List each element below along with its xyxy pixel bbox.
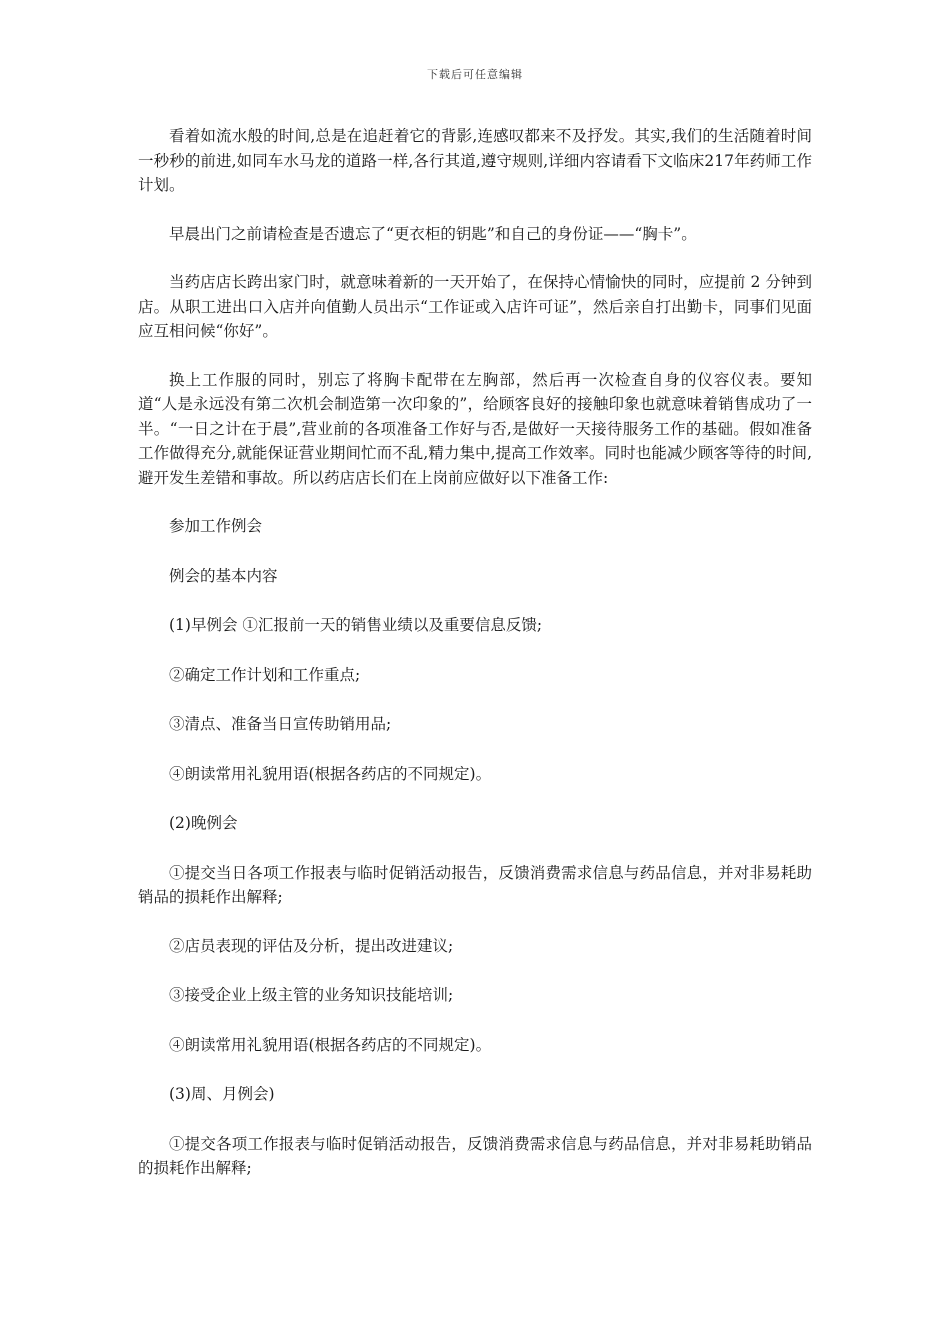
paragraph-evening-item-4: ④朗读常用礼貌用语(根据各药店的不同规定)。 — [169, 1035, 492, 1054]
paragraph-morning-item-3: ③清点、准备当日宣传助销用品; — [169, 715, 392, 733]
paragraph-weekly-item-1: ①提交各项工作报表与临时促销活动报告，反馈消费需求信息与药品信息，并对非易耗助销品的损耗作出解释; — [138, 1134, 812, 1177]
paragraph-intro: 看着如流水般的时间,总是在追赶着它的背影,连感叹都来不及抒发。其实,我们的生活随着时间一秒秒的前进,如同车水马龙的道路一样,各行其道,遵守规则,详细内容请看下文临床217年药师工作计划。 — [138, 127, 812, 194]
paragraph-evening-item-1: ①提交当日各项工作报表与临时促销活动报告，反馈消费需求信息与药品信息，并对非易耗助销品的损耗作出解释; — [138, 863, 812, 906]
paragraph-morning-meeting: (1)早例会 ①汇报前一天的销售业绩以及重要信息反馈; — [169, 616, 543, 634]
document-body — [138, 124, 812, 1205]
paragraph-weekly-meeting: (3)周、月例会) — [169, 1085, 275, 1103]
paragraph-meeting-heading: 参加工作例会 — [169, 517, 263, 535]
paragraph-meeting-content-heading: 例会的基本内容 — [169, 566, 278, 585]
page-header: 下载后可任意编辑 — [427, 68, 523, 81]
paragraph-evening-item-3: ③接受企业上级主管的业务知识技能培训; — [169, 986, 454, 1004]
paragraph-morning-check: 早晨出门之前请检查是否遗忘了“更衣柜的钥匙”和自己的身份证——“胸卡”。 — [169, 224, 697, 243]
paragraph-preparation: 换上工作服的同时，别忘了将胸卡配带在左胸部，然后再一次检查自身的仪容仪表。要知道“人是永远没有第二次机会制造第一次印象的”，给顾客良好的接触印象也就意味着销售成功了一半。“一日之计在于晨”,营业前的各项准备工作好与否,是做好一天接待服务工作的基础。假如准备工作做得充分,就能保证营业期间忙而不乱,精力集中,提高工作效率。同时也能减少顾客等待的时间,避开发生差错和事故。所以药店店长们在上岗前应做好以下准备工作: — [138, 370, 812, 487]
paragraph-evening-item-2: ②店员表现的评估及分析，提出改进建议; — [169, 936, 454, 955]
paragraph-morning-item-4: ④朗读常用礼貌用语(根据各药店的不同规定)。 — [169, 764, 492, 783]
paragraph-morning-item-2: ②确定工作计划和工作重点; — [169, 665, 361, 684]
paragraph-arrival: 当药店店长跨出家门时，就意味着新的一天开始了，在保持心情愉快的同时，应提前 2 分钟到店。从职工进出口入店并向值勤人员出示“工作证或入店许可证”，然后亲自打出勤卡，同事们见面应互相问候“你好”。 — [138, 273, 812, 340]
paragraph-evening-meeting: (2)晚例会 — [169, 814, 238, 832]
